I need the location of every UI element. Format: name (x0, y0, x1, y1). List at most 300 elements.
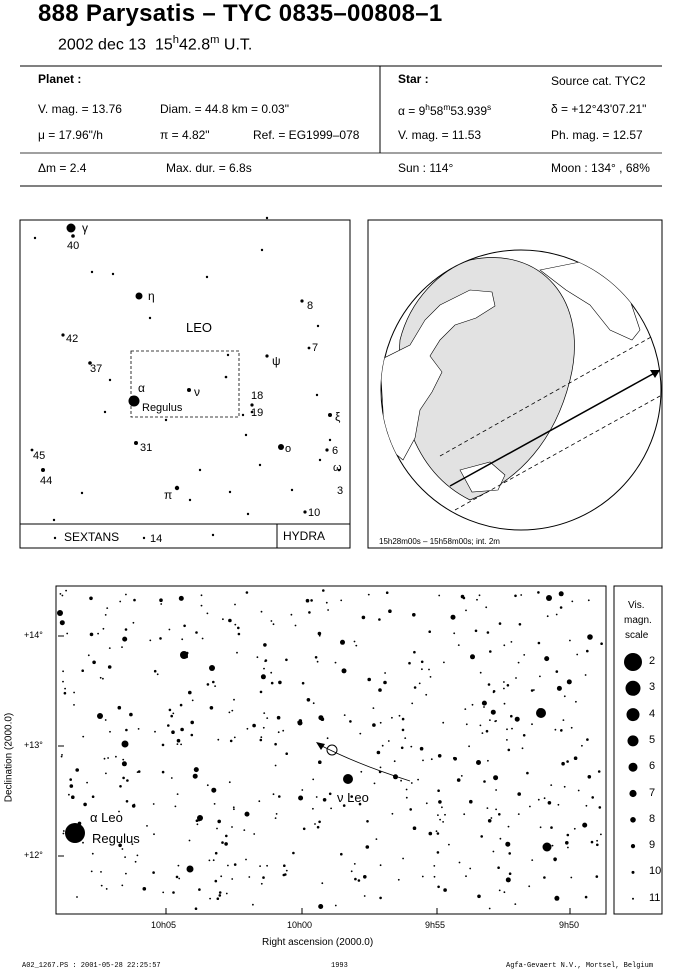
field-star (215, 852, 218, 855)
field-star (475, 630, 478, 633)
field-star (483, 780, 486, 783)
field-star (588, 775, 592, 779)
field-star (560, 606, 563, 609)
field-star (448, 844, 450, 846)
field-star (100, 871, 102, 873)
field-star (62, 681, 64, 683)
field-star (261, 611, 263, 613)
field-star (585, 674, 587, 676)
field-star (494, 720, 496, 722)
field-star (124, 856, 126, 858)
globe-caption: 15h28m00s – 15h58m00s; int. 2m (379, 537, 500, 546)
finder-label-7: 7 (312, 342, 319, 354)
field-star (191, 734, 194, 737)
field-star (458, 644, 460, 646)
finder-label-nu: ν (194, 385, 200, 399)
field-star (278, 731, 280, 733)
mag-scale-label: 4 (649, 707, 656, 720)
field-star (217, 897, 220, 900)
field-star (487, 807, 489, 809)
field-star (493, 851, 495, 853)
field-star (599, 806, 602, 809)
finder-label-6: 6 (332, 445, 339, 457)
field-star (176, 876, 179, 879)
field-star (586, 738, 589, 741)
field-star (354, 641, 356, 643)
field-star (358, 879, 361, 882)
field-star (198, 888, 201, 891)
field-star (212, 681, 215, 684)
field-star (540, 826, 542, 828)
field-star (222, 618, 224, 620)
field-star (537, 591, 540, 594)
field-star (522, 747, 524, 749)
field-star (330, 808, 332, 810)
footer-year: 1993 (331, 962, 348, 970)
field-star (322, 589, 325, 592)
field-star (482, 732, 484, 734)
field-star (581, 745, 583, 747)
field-star (444, 814, 446, 816)
field-star (234, 863, 237, 866)
field-star (171, 730, 175, 734)
dec-label-14: +14° (24, 630, 43, 640)
star-ra-m-unit: m (443, 102, 451, 112)
field-star (263, 668, 265, 670)
field-star (209, 860, 211, 862)
field-star (420, 747, 424, 751)
field-star (561, 762, 565, 766)
star-regulus (65, 823, 85, 843)
field-star (125, 729, 128, 732)
field-star (486, 730, 489, 733)
bright-field-star (536, 708, 546, 718)
field-star (442, 821, 444, 823)
field-star (194, 767, 199, 772)
field-star (380, 864, 382, 866)
field-star (548, 801, 552, 805)
field-star (76, 896, 78, 898)
field-star (253, 833, 255, 835)
field-star (228, 619, 232, 623)
field-star (362, 616, 366, 620)
field-star (317, 826, 320, 829)
field-star (274, 743, 277, 746)
field-star (233, 806, 235, 808)
field-star (126, 800, 129, 803)
field-star (398, 879, 400, 881)
field-star (106, 607, 108, 609)
field-star (574, 828, 576, 830)
field-star (511, 728, 513, 730)
field-star (515, 717, 520, 722)
field-star (571, 601, 573, 603)
field-star (569, 640, 571, 642)
scale-title-2: magn. (624, 615, 652, 626)
sextans-label: SEXTANS (64, 530, 120, 544)
field-star (217, 739, 219, 741)
field-star (260, 736, 262, 738)
field-star (437, 789, 440, 792)
x-axis-title: Right ascension (2000.0) (262, 937, 374, 948)
field-star (122, 848, 124, 850)
field-star (119, 601, 121, 603)
field-star (295, 625, 297, 627)
field-star (600, 834, 602, 836)
mag-scale-dot (624, 653, 642, 671)
field-star (402, 858, 404, 860)
field-star (321, 882, 323, 884)
field-star (195, 907, 198, 910)
field-star (394, 760, 396, 762)
field-star (271, 682, 274, 685)
bright-field-star (180, 651, 188, 659)
field-star (465, 875, 467, 877)
field-star (177, 743, 179, 745)
field-star (105, 773, 107, 775)
field-star (121, 885, 123, 887)
field-star (354, 863, 356, 865)
field-star (506, 877, 511, 882)
field-star (263, 727, 265, 729)
field-star (81, 669, 84, 672)
field-star (75, 768, 79, 772)
finder-label-psi: ψ (272, 354, 281, 368)
field-star (207, 683, 210, 686)
field-star (214, 803, 216, 805)
field-star (508, 749, 511, 752)
mag-scale-label: 8 (649, 812, 656, 825)
field-star (260, 691, 263, 694)
field-star (437, 886, 440, 889)
field-star (480, 725, 482, 727)
field-star (575, 701, 577, 703)
field-star (533, 689, 535, 691)
field-star (438, 595, 440, 597)
field-star (421, 668, 423, 670)
field-star (476, 760, 481, 765)
field-star (596, 840, 598, 842)
field-star (69, 778, 72, 781)
planet-diameter: Diam. = 44.8 km = 0.03" (160, 102, 289, 116)
field-star (122, 759, 124, 761)
ra-label-1000: 10h00 (287, 920, 313, 930)
field-star (207, 784, 209, 786)
page-title: 888 Parysatis – TYC 0835–00808–1 (38, 0, 443, 27)
track-arrow (316, 742, 325, 750)
field-star (236, 652, 238, 654)
field-star (511, 641, 513, 643)
field-star (443, 888, 447, 892)
field-star (133, 622, 135, 624)
field-star (434, 876, 436, 878)
bright-field-star (57, 610, 63, 616)
field-star (523, 734, 526, 737)
field-star (122, 761, 127, 766)
field-star (137, 855, 139, 857)
field-star (70, 784, 74, 788)
field-star (586, 650, 589, 653)
field-star (544, 797, 546, 799)
field-star (461, 595, 465, 599)
finder-label-14: 14 (150, 533, 163, 545)
bright-field-star (187, 866, 194, 873)
field-star (586, 805, 588, 807)
field-star (310, 599, 313, 602)
finder-label-xi: ξ (335, 410, 341, 424)
field-star (162, 771, 165, 774)
field-star (157, 673, 159, 675)
field-star (231, 878, 233, 880)
event-time-hours: 15 (154, 36, 173, 54)
field-star (425, 694, 427, 696)
field-star (402, 729, 405, 732)
field-star (368, 594, 370, 596)
field-star (275, 817, 277, 819)
field-star (382, 745, 384, 747)
mag-scale-dot (629, 763, 638, 772)
field-star (406, 789, 408, 791)
field-star (506, 728, 508, 730)
field-star (103, 628, 105, 630)
field-star (342, 668, 347, 673)
bright-field-star (298, 721, 303, 726)
dec-label-13: +13° (24, 740, 43, 750)
field-star (495, 789, 497, 791)
field-star (283, 874, 286, 877)
field-star (563, 719, 565, 721)
field-star (195, 631, 198, 634)
field-star (252, 904, 254, 906)
field-star (441, 806, 443, 808)
field-star (327, 609, 329, 611)
field-star (493, 775, 498, 780)
field-star (138, 728, 140, 730)
field-star (366, 820, 369, 823)
field-star (143, 887, 147, 891)
field-star (556, 614, 558, 616)
field-star (153, 803, 155, 805)
field-star (258, 800, 260, 802)
field-star (273, 623, 275, 625)
field-star (190, 721, 194, 725)
moon-info: Moon : 134° , 68% (551, 161, 650, 175)
field-star (439, 819, 441, 821)
star-vmag: V. mag. = 11.53 (398, 128, 482, 142)
source-catalog: Source cat. TYC2 (551, 74, 646, 88)
scale-title-1: Vis. (628, 600, 645, 611)
bright-field-star (122, 741, 129, 748)
field-star (433, 865, 435, 867)
field-star (262, 876, 265, 879)
field-star (178, 878, 180, 880)
finder-label-37: 37 (90, 363, 103, 375)
finder-label-pi: π (164, 488, 173, 502)
event-datetime: 2002 dec 13 15$^h$42.8$^m$ U.T. (58, 34, 253, 54)
field-star (354, 878, 357, 881)
field-star (503, 688, 505, 690)
field-star (129, 713, 133, 717)
field-star (438, 754, 442, 758)
field-star (493, 690, 496, 693)
field-star (160, 603, 162, 605)
field-star (376, 838, 378, 840)
field-star (271, 620, 273, 622)
field-star (175, 806, 177, 808)
field-star (162, 744, 165, 747)
field-star (499, 890, 501, 892)
field-star (453, 757, 457, 761)
field-star (146, 825, 148, 827)
field-star (259, 865, 261, 867)
field-star (482, 701, 487, 706)
field-star (62, 670, 64, 672)
field-star (180, 744, 182, 746)
field-star (359, 733, 361, 735)
field-star (503, 644, 505, 646)
field-star (180, 704, 183, 707)
field-star (598, 770, 601, 773)
field-star (570, 877, 572, 879)
field-star (202, 638, 204, 640)
field-star (391, 717, 393, 719)
field-star (465, 610, 467, 612)
field-star (315, 656, 318, 659)
field-star (507, 684, 510, 687)
field-star (193, 774, 198, 779)
field-star (292, 852, 295, 855)
field-star (531, 859, 533, 861)
field-star (207, 613, 209, 615)
field-star (437, 814, 439, 816)
field-star (509, 872, 512, 875)
field-star (82, 842, 84, 844)
field-star (224, 842, 228, 846)
field-star (312, 808, 314, 810)
field-star (189, 840, 191, 842)
field-star (500, 838, 502, 840)
field-star (574, 756, 578, 760)
field-star (233, 699, 235, 701)
field-star (105, 614, 107, 616)
field-star (363, 875, 367, 879)
field-star (543, 876, 546, 879)
field-star (469, 868, 471, 870)
finder-label-eta: η (148, 289, 155, 303)
field-star (518, 813, 520, 815)
mag-scale-label: 6 (649, 760, 656, 773)
field-star (468, 745, 470, 747)
field-star (219, 891, 222, 894)
field-star (374, 783, 376, 785)
field-star (436, 830, 438, 832)
footer-file: A02_1267.PS : 2001-05-28 22:25:57 (22, 962, 161, 970)
field-star (92, 795, 95, 798)
field-star (220, 875, 222, 877)
field-star (82, 736, 84, 738)
field-star (226, 893, 228, 895)
field-star (125, 628, 128, 631)
field-star (411, 703, 413, 705)
star-phmag: Ph. mag. = 12.57 (551, 128, 643, 142)
field-star (118, 706, 122, 710)
field-star (257, 656, 259, 658)
field-star (214, 685, 216, 687)
field-star (544, 656, 549, 661)
field-star (227, 865, 229, 867)
field-star (559, 591, 564, 596)
field-star (172, 713, 174, 715)
field-star (234, 624, 236, 626)
star-ra-prefix: α = 9 (398, 104, 426, 118)
field-star (264, 660, 266, 662)
field-star (102, 678, 104, 680)
field-star (567, 679, 572, 684)
star-ra-min: 58 (429, 104, 444, 118)
field-star (531, 723, 533, 725)
field-star (149, 640, 151, 642)
alpha-leo-label: α Leo (90, 810, 123, 825)
field-star (504, 891, 506, 893)
field-star (497, 866, 500, 869)
field-star (576, 654, 578, 656)
field-star (197, 823, 199, 825)
field-star (426, 802, 428, 804)
field-star (133, 804, 135, 806)
field-star (245, 859, 247, 861)
field-star (351, 870, 353, 872)
field-star (210, 706, 214, 710)
field-star (278, 681, 282, 685)
field-star (591, 841, 594, 844)
hydra-label: HYDRA (283, 529, 326, 543)
field-star (519, 623, 522, 626)
bright-field-star (197, 815, 203, 821)
finder-label-45: 45 (33, 450, 46, 462)
field-star (506, 739, 508, 741)
field-star (430, 676, 432, 678)
field-star (318, 760, 322, 764)
field-star (488, 819, 492, 823)
field-star (588, 599, 590, 601)
field-star (488, 683, 491, 686)
field-star (378, 688, 382, 692)
mag-scale-label: 10 (649, 865, 662, 878)
field-star (401, 747, 404, 750)
finder-label-o: o (285, 443, 292, 455)
field-star (538, 799, 540, 801)
finder-label-10: 10 (308, 507, 321, 519)
field-star (170, 715, 173, 718)
field-star (413, 613, 416, 616)
field-star (402, 718, 405, 721)
field-star (585, 896, 588, 899)
field-star (340, 853, 343, 856)
field-star (417, 779, 419, 781)
field-star (234, 737, 236, 739)
field-star (68, 794, 70, 796)
field-star (404, 737, 406, 739)
field-star (63, 830, 65, 832)
field-star (380, 767, 382, 769)
field-star (216, 828, 218, 830)
field-star (73, 692, 75, 694)
field-star (443, 662, 445, 664)
field-star (278, 795, 281, 798)
mag-scale-dot (632, 898, 634, 900)
field-star (301, 789, 303, 791)
field-star (108, 665, 112, 669)
